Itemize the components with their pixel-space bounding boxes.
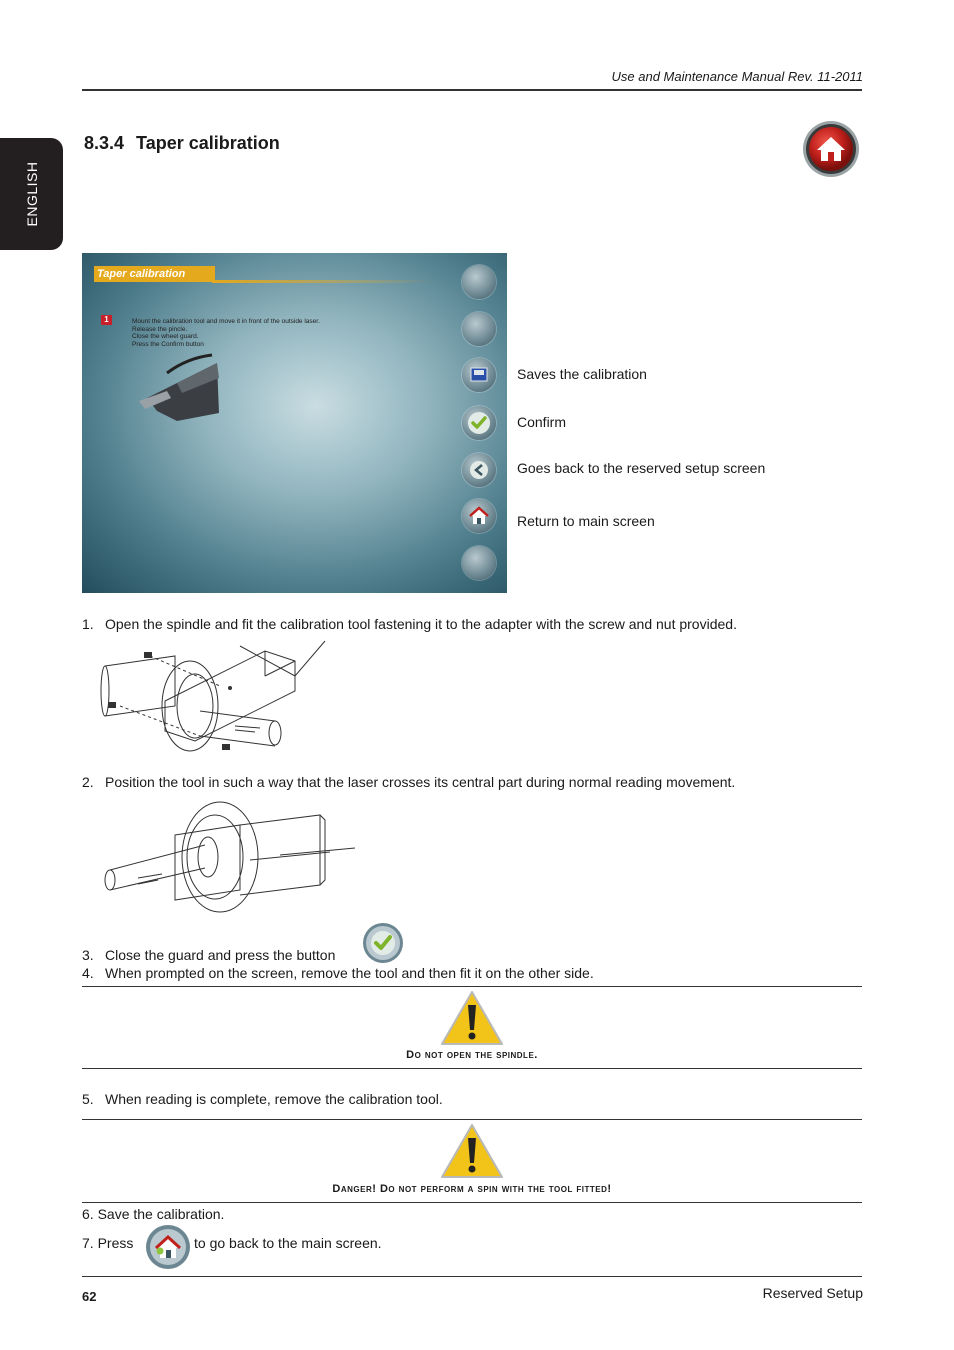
screen-instruction-line: Press the Confirm button [132,340,204,348]
home-button-icon [145,1224,191,1270]
screen-blank-button [462,265,496,299]
step-text: Position the tool in such a way that the laser crosses its central part during normal reading movement. [105,774,736,790]
step-5 [82,1091,443,1107]
screen-tab-label: Taper calibration [94,266,215,282]
home-icon [462,499,496,533]
screen-blank-button [462,312,496,346]
warning-rule-top [82,986,862,987]
warning-rule-bottom [82,1068,862,1069]
step-text: Open the spindle and fit the calibration tool fastening it to the adapter with the screw and nut provided. [105,616,737,632]
section-number: 8.3.4 [84,133,125,153]
spindle-tool-drawing-1 [100,636,330,756]
step-text: When prompted on the screen, remove the tool and then fit it on the other side. [105,965,594,981]
step-number: 2. [82,774,94,790]
section-heading: Taper calibration [136,133,280,153]
screen-instruction-line: Mount the calibration tool and move it in front of the outside laser. [132,318,320,325]
spindle-tool-drawing-2 [100,800,360,915]
danger-text: Danger! Do not perform a spin with the tool fitted! [332,1183,612,1195]
step-number: 4. [82,965,94,981]
step-7-prefix: 7. Press [82,1235,134,1251]
save-icon [462,358,496,392]
step-number: 3. [82,947,94,963]
legend-back: Goes back to the reserved setup screen [517,460,766,476]
screen-instructions [132,318,320,348]
warning-text: Do not open the spindle. [406,1049,538,1061]
check-icon [362,922,404,964]
calibration-screen-image [82,253,507,593]
home-icon [145,1224,191,1270]
back-arrow-icon [462,453,496,487]
step-text: When reading is complete, remove the calibration tool. [105,1091,443,1107]
legend-save: Saves the calibration [517,366,647,382]
step-text: Close the guard and press the button [105,947,336,963]
step-7-text: to go back to the main screen. [194,1235,382,1251]
danger-rule-bottom [82,1202,862,1203]
page-number: 62 [82,1289,97,1304]
check-icon [462,406,496,440]
language-tab [0,138,63,250]
step-4 [82,965,594,981]
footer-section-name: Reserved Setup [762,1285,863,1301]
screen-blank-button [462,546,496,580]
step-1 [82,616,737,632]
legend-confirm: Confirm [517,414,567,430]
danger-rule-top [82,1119,862,1120]
manual-title: Use and Maintenance Manual Rev. 11-2011 [611,69,863,84]
warning-triangle-icon [440,990,504,1046]
screen-instruction-line: Close the wheel guard. [132,333,199,340]
step-3 [82,947,335,963]
footer-rule [82,1276,862,1277]
screen-tab-underline [212,280,432,283]
step-number: 6. [82,1206,94,1222]
screen-step-badge: 1 [101,315,112,325]
confirm-button-icon [362,922,404,964]
screen-confirm-button [462,406,496,440]
home-icon [802,120,860,178]
header-rule [82,89,862,91]
calibration-tool-photo [137,353,227,428]
screen-instruction-line: Release the pincle. [132,325,188,333]
legend-home: Return to main screen [517,513,655,529]
step-2 [82,774,735,790]
screen-save-button [462,358,496,392]
step-number: 1. [82,616,94,632]
screen-home-button [462,499,496,533]
language-tab-label: ENGLISH [23,161,40,227]
step-6 [82,1206,224,1222]
step-text: Save the calibration. [97,1206,225,1222]
step-number: 5. [82,1091,94,1107]
section-title [84,133,280,154]
screen-back-button [462,453,496,487]
warning-triangle-icon [440,1123,504,1179]
